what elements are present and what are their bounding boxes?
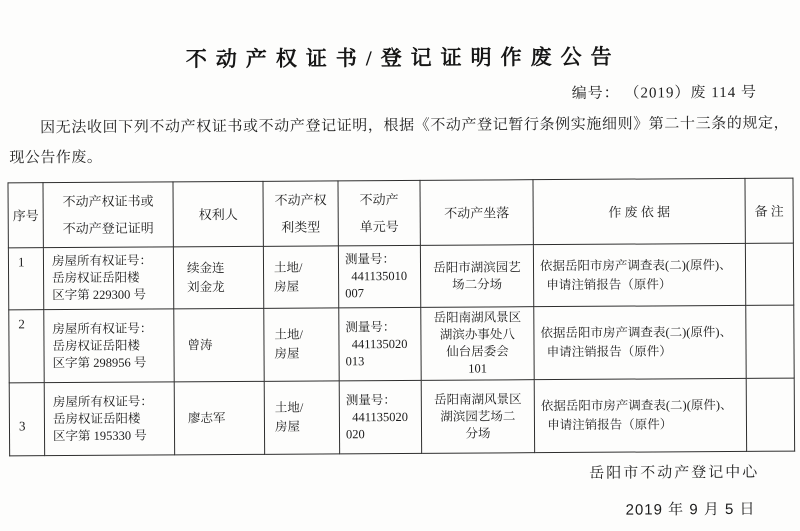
cell-right-type: 土地/ 房屋 <box>264 381 339 454</box>
header-unit-no: 不动产 单元号 <box>338 180 420 245</box>
cell-holder: 曾涛 <box>174 308 264 382</box>
cell-holder: 廖志军 <box>174 381 264 455</box>
cell-note <box>746 378 794 451</box>
cell-location: 岳阳市湖滨园艺 场二分场 <box>420 245 533 308</box>
cell-right-type: 土地/ 房屋 <box>264 308 339 381</box>
document-number: 编号： （2019）废 114 号 <box>571 84 758 102</box>
cell-basis: 依据岳阳市房产调查表(二)(原件)、 申请注销报告（原件） <box>533 243 745 306</box>
header-basis: 作 废 依 据 <box>533 178 745 244</box>
table-row <box>9 378 794 456</box>
header-right-type: 不动产权 利类型 <box>263 181 338 246</box>
cell-seq: 2 <box>9 310 44 383</box>
cell-seq: 1 <box>8 248 43 310</box>
header-note: 备 注 <box>745 178 793 243</box>
cell-basis: 依据岳阳市房产调查表(二)(原件)、 申请注销报告（原件） <box>534 305 746 379</box>
intro-paragraph: 因无法收回下列不动产权证书或不动产登记证明，根据《不动产登记暂行条例实施细则》第二十三条的规定，现公告作废。 <box>9 115 790 167</box>
invalidation-table <box>7 178 795 457</box>
cell-unit-no: 测量号： 441135020 013 <box>339 307 421 380</box>
cell-certificate: 房屋所有权证号： 岳房权证岳阳楼 区字第 298956 号 <box>44 309 174 383</box>
cell-certificate: 房屋所有权证号： 岳房权证岳阳楼 区字第 195330 号 <box>44 382 174 456</box>
cell-note <box>745 243 793 305</box>
table-row <box>9 305 794 383</box>
issuer-signature: 岳阳市不动产登记中心 <box>589 464 760 482</box>
cell-right-type: 土地/ 房屋 <box>263 246 338 308</box>
table-row <box>8 243 793 310</box>
cell-unit-no: 测量号： 441135020 020 <box>339 380 421 453</box>
header-holder: 权利人 <box>173 181 263 247</box>
header-certificate: 不动产权证书或 不动产登记证明 <box>43 182 173 248</box>
cell-basis: 依据岳阳市房产调查表(二)(原件)、 申请注销报告（原件） <box>534 378 746 452</box>
table-header-row <box>8 178 793 248</box>
cell-location: 岳阳南湖风景区 湖滨园艺场二 分场 <box>421 380 534 454</box>
header-location: 不动产坐落 <box>420 180 533 246</box>
cell-certificate: 房屋所有权证号： 岳房权证岳阳楼 区字第 229300 号 <box>43 247 173 310</box>
cell-note <box>746 305 794 378</box>
header-seq: 序号 <box>8 183 43 248</box>
issue-date: 2019 年 9 月 5 日 <box>625 500 756 519</box>
document-title: 不动产权证书/登记证明作废公告 <box>185 44 621 72</box>
cell-seq: 3 <box>9 383 44 456</box>
cell-unit-no: 测量号： 441135010 007 <box>338 245 420 307</box>
cell-holder: 续金连 刘金龙 <box>173 246 263 309</box>
cell-location: 岳阳南湖风景区 湖滨办事处八 仙台居委会 101 <box>421 307 534 381</box>
